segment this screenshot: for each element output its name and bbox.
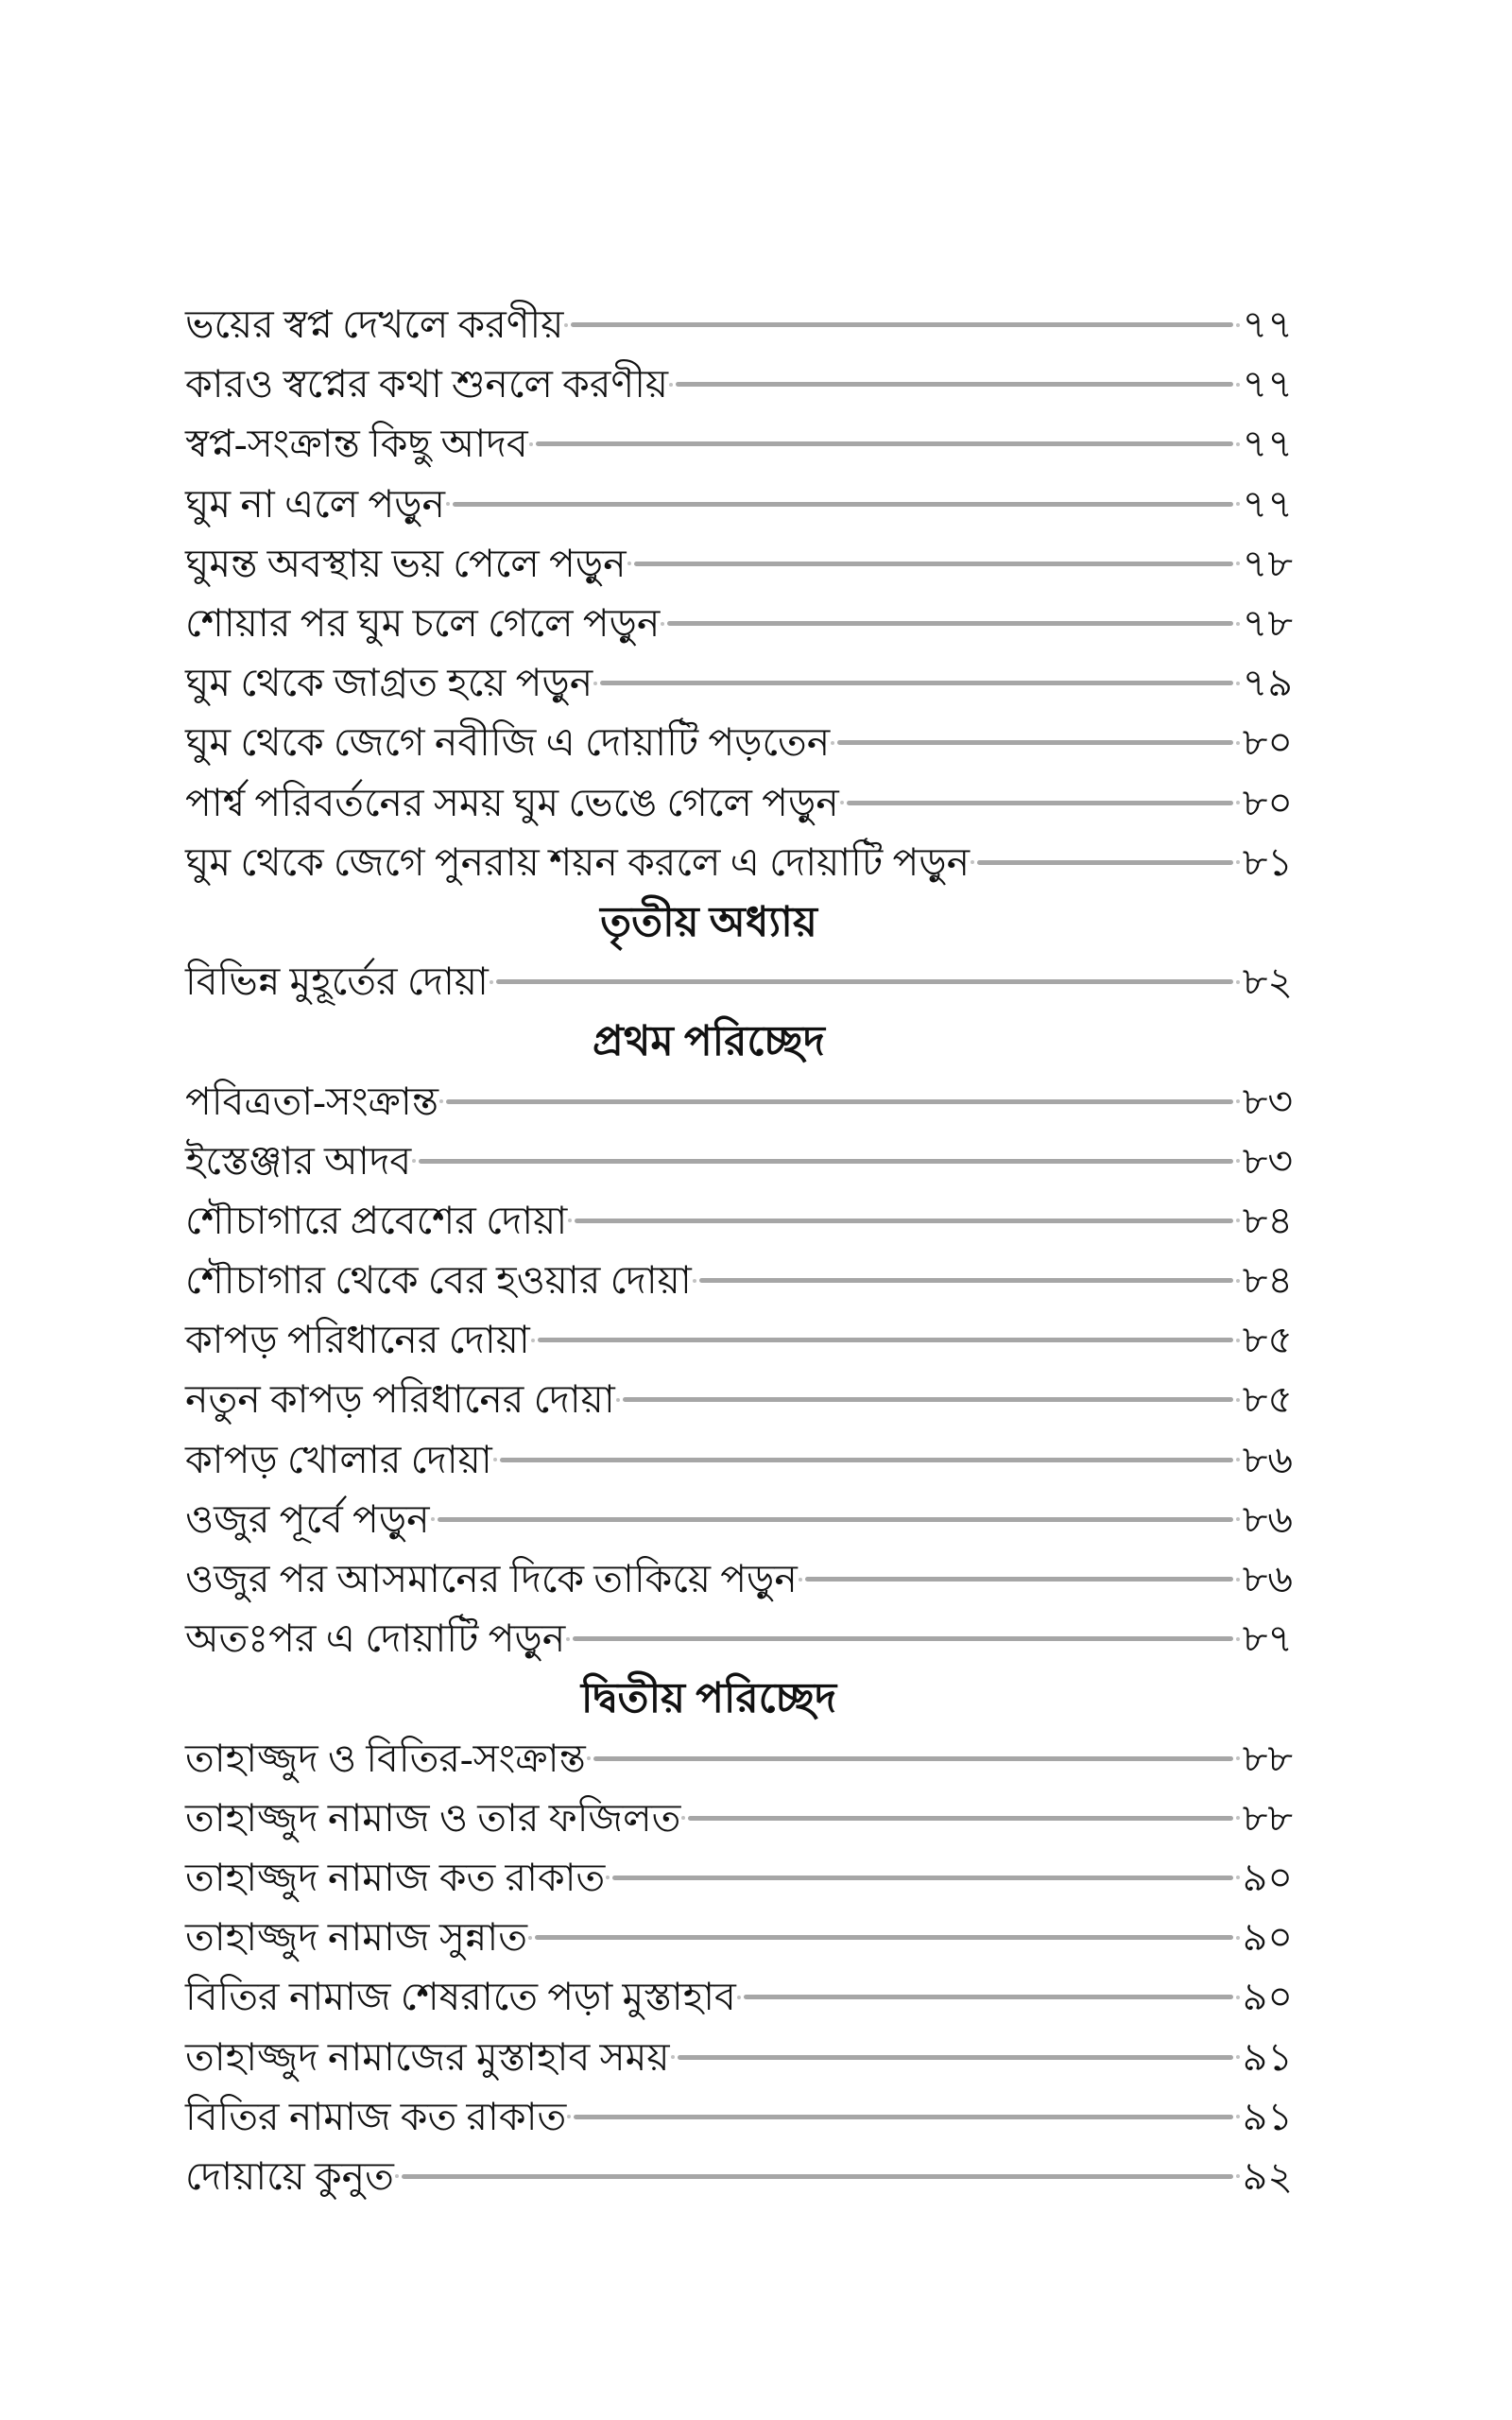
toc-entry [185,1908,1293,1967]
toc-entry [185,1729,1293,1789]
toc-page-number: ৮৫ [1242,1318,1293,1362]
toc-entry [185,1132,1293,1191]
toc-entry-label: ঘুম থেকে জেগে পুনরায় শয়ন করলে এ দোয়াটি পড়ুন [185,839,971,884]
toc-page-number: ৮৮ [1242,1795,1293,1840]
dot-leader-line [678,2055,1233,2060]
toc-page-number: ৯০ [1242,1855,1293,1899]
dot-leader-line [574,2115,1233,2119]
toc-page-number: ৯০ [1242,1915,1293,1960]
toc-page-number: ৭৭ [1242,302,1293,347]
toc-page-number: ৮০ [1242,720,1293,765]
toc-page-number: ৯০ [1242,1975,1293,2019]
toc-entry-label: ঘুম থেকে জেগে নবীজি এ দোয়াটি পড়তেন [185,720,831,765]
toc-entry [185,773,1293,833]
toc-page-number: ৮৬ [1242,1437,1293,1481]
toc-entry [185,1789,1293,1848]
dot-leader-line [496,979,1233,984]
toc-entry-label: দোয়ায়ে কুনুত [185,2153,394,2198]
section-heading: তৃতীয় অধ্যায় [600,898,817,945]
toc-entry [185,1071,1293,1131]
toc-page-number: ৮৬ [1242,1496,1293,1541]
toc-entry-label: পার্শ্ব পরিবর্তনের সময় ঘুম ভেঙে গেলে পড়ুন [185,780,839,824]
dot-leader-line [573,1636,1233,1641]
dot-leader-line [593,1756,1233,1761]
dot-leader-line [571,322,1232,327]
toc-entry [185,1609,1293,1668]
toc-entry-label: শৌচাগার থেকে বের হওয়ার দোয়া [185,1258,692,1303]
dot-leader-line [419,1159,1233,1164]
toc-entry [185,475,1293,534]
toc-entry-label: তাহাজ্জুদ ও বিতির-সংক্রান্ত [185,1736,586,1780]
dot-leader-line [600,681,1233,685]
toc-entry [185,534,1293,594]
toc-entry [185,2027,1293,2086]
toc-entry [185,952,1293,1011]
toc-entry-label: ঘুম না এলে পড়ুন [185,481,445,526]
dot-leader-line [699,1278,1233,1283]
toc-entry [185,1967,1293,2027]
toc-entry [185,1370,1293,1429]
toc-entry-label: ঘুম থেকে জাগ্রত হয়ে পড়ুন [185,661,593,705]
toc-page-number: ৭৭ [1242,362,1293,406]
toc-entry-label: বিতির নামাজ কত রাকাত [185,2094,567,2138]
toc-entry [185,2147,1293,2206]
toc-entry-label: ওজুর পূর্বে পড়ুন [185,1496,430,1541]
toc-page-number: ৭৯ [1242,661,1293,705]
toc-entry-label: তাহাজ্জুদ নামাজ কত রাকাত [185,1855,606,1899]
toc-page-number: ৮৮ [1242,1736,1293,1780]
toc-entry [185,594,1293,653]
dot-leader-line [535,1935,1233,1940]
dot-leader-line [438,1517,1233,1522]
toc-entry [185,1549,1293,1609]
dot-leader-line [623,1397,1233,1402]
dot-leader-line [667,621,1232,626]
toc-page-number: ৮৫ [1242,1377,1293,1422]
dot-leader-line [837,740,1233,745]
toc-page-number: ৯১ [1242,2094,1293,2138]
toc-page-number: ৮০ [1242,780,1293,824]
toc-entry-label: তাহাজ্জুদ নামাজের মুস্তাহাব সময় [185,2034,670,2079]
toc-page-number: ৯১ [1242,2034,1293,2079]
toc-page-number: ৭৭ [1242,422,1293,466]
toc-entry [185,414,1293,474]
toc-entry-label: স্বপ্ন-সংক্রান্ত কিছু আদব [185,422,528,466]
dot-leader-line [847,801,1233,805]
toc-page-number: ৭৭ [1242,481,1293,526]
toc-entry [185,833,1293,892]
toc-entry [185,2087,1293,2147]
toc-entry-label: তাহাজ্জুদ নামাজ সুন্নাত [185,1915,527,1960]
toc-entry [185,1310,1293,1370]
toc-entry [185,713,1293,772]
toc-entry-label: পবিত্রতা-সংক্রান্ত [185,1079,438,1123]
toc-page-number: ৮৬ [1242,1557,1293,1601]
toc-entry-label: শৌচাগারে প্রবেশের দোয়া [185,1198,568,1242]
toc-entry-label: ঘুমন্ত অবস্থায় ভয় পেলে পড়ুন [185,541,627,585]
toc-entry-label: শোয়ার পর ঘুম চলে গেলে পড়ুন [185,601,661,646]
toc-entry-label: নতুন কাপড় পরিধানের দোয়া [185,1377,615,1422]
section-heading: প্রথম পরিচ্ছেদ [593,1018,825,1065]
dot-leader-line [805,1577,1233,1582]
toc-entry [185,1848,1293,1908]
section-heading: দ্বিতীয় পরিচ্ছেদ [580,1675,837,1722]
toc-entry [185,295,1293,354]
toc-entry-label: তাহাজ্জুদ নামাজ ও তার ফজিলত [185,1795,681,1840]
toc-page-number: ৮৩ [1242,1138,1293,1183]
toc-page-number: ৯২ [1242,2153,1293,2198]
dot-leader-line [538,1338,1233,1342]
toc-entry [185,354,1293,414]
toc-page-number: ৭৮ [1242,601,1293,646]
toc-entry-label: ওজুর পর আসমানের দিকে তাকিয়ে পড়ুন [185,1557,798,1601]
dot-leader-line [977,860,1233,865]
toc-page-number: ৮৩ [1242,1079,1293,1123]
dot-leader-line [536,441,1233,446]
toc-entry-label: বিভিন্ন মুহূর্তের দোয়া [185,959,489,1004]
toc-entry [185,1430,1293,1490]
toc-entry [185,1191,1293,1251]
dot-leader-line [744,1995,1233,1999]
dot-leader-line [402,2174,1233,2179]
dot-leader-line [575,1219,1233,1223]
dot-leader-line [453,502,1233,507]
dot-leader-line [676,382,1233,387]
toc-entry-label: ভয়ের স্বপ্ন দেখলে করণীয় [185,302,564,347]
dot-leader-line [688,1816,1232,1821]
toc-page-number: ৮২ [1242,959,1293,1004]
toc-entry [185,653,1293,713]
toc-entry-label: কাপড় পরিধানের দোয়া [185,1318,530,1362]
toc-entry-label: কারও স্বপ্নের কথা শুনলে করণীয় [185,362,669,406]
toc-entry-label: ইস্তেঞ্জার আদব [185,1138,412,1183]
toc-list [185,295,1293,2206]
toc-page-number: ৮১ [1242,839,1293,884]
toc-page-number: ৮৪ [1242,1198,1293,1242]
toc-page-number: ৭৮ [1242,541,1293,585]
toc-page-number: ৮৭ [1242,1616,1293,1661]
dot-leader-line [612,1876,1232,1880]
toc-entry-label: কাপড় খোলার দোয়া [185,1437,492,1481]
toc-entry [185,1251,1293,1310]
dot-leader-line [634,562,1233,566]
dot-leader-line [446,1099,1233,1104]
toc-entry-label: অতঃপর এ দোয়াটি পড়ুন [185,1616,566,1661]
toc-entry-label: বিতির নামাজ শেষরাতে পড়া মুস্তাহাব [185,1975,736,2019]
toc-page-number: ৮৪ [1242,1258,1293,1303]
dot-leader-line [500,1458,1233,1462]
toc-entry [185,1490,1293,1549]
